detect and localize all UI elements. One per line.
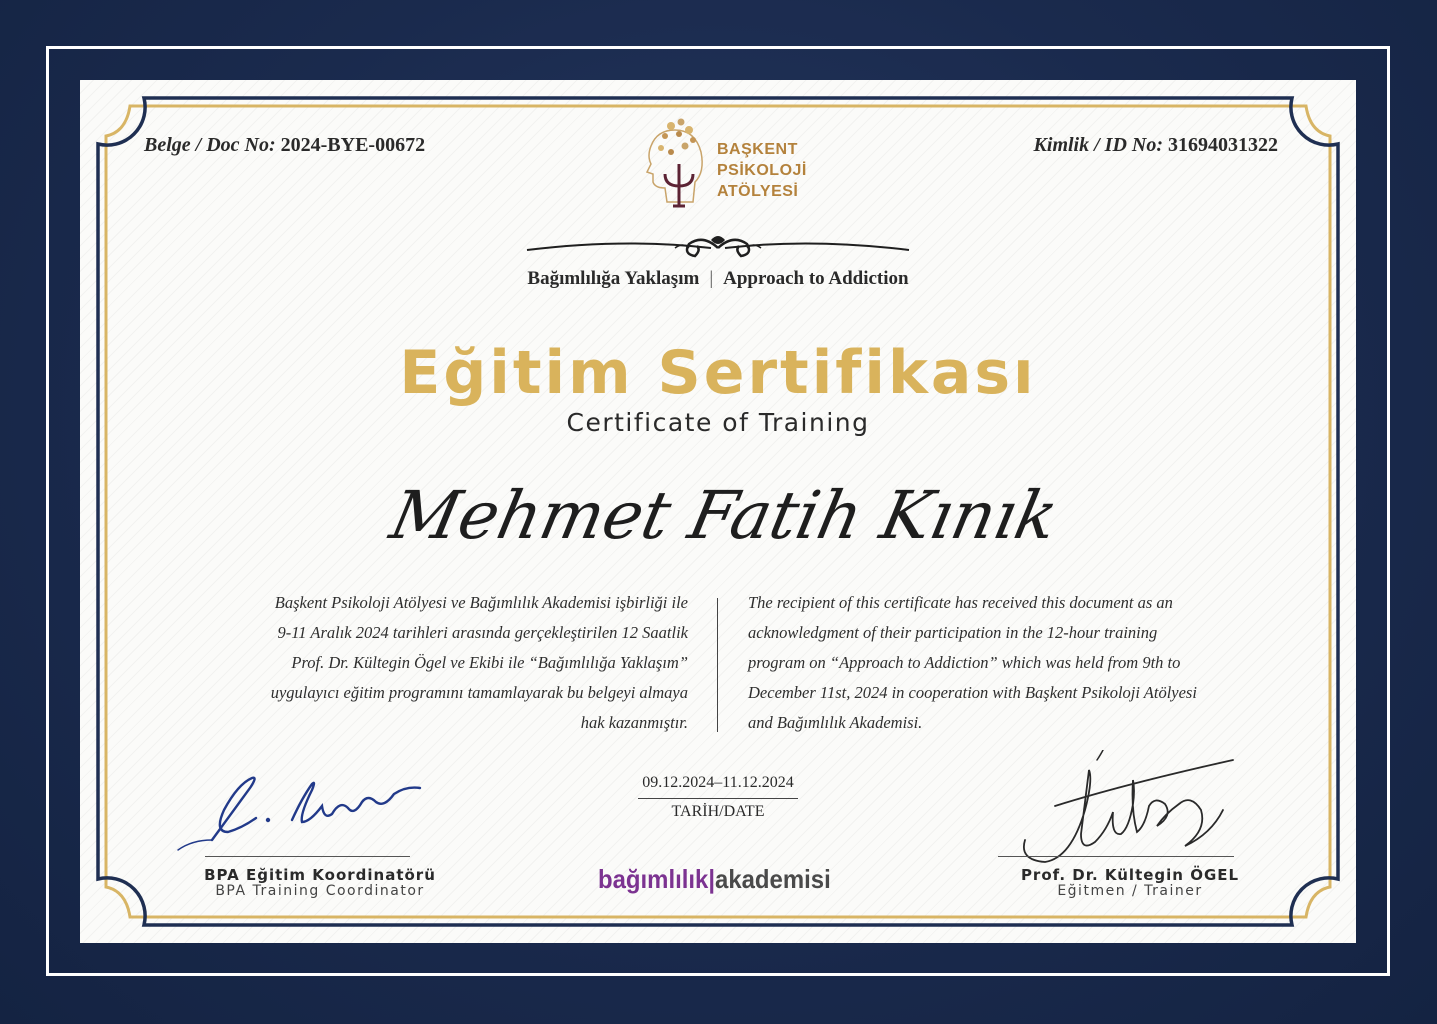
coordinator-signature-line: [205, 856, 410, 857]
body-text-english: [748, 588, 1268, 738]
logo-line-2: PSİKOLOJİ: [717, 162, 807, 179]
coordinator-signature: [172, 770, 452, 854]
logo-line-3: ATÖLYESİ: [717, 183, 799, 200]
coordinator-role-tr: BPA Eğitim Koordinatörü: [204, 866, 436, 884]
bagimlilik-akademisi-logo: [598, 864, 831, 895]
certificate-paper: [80, 80, 1356, 943]
body-divider: [717, 598, 718, 732]
body-tr-line: Prof. Dr. Kültegin Ögel ve Ekibi ile “Bağımlılığa Yaklaşım”: [291, 653, 688, 672]
date-underline: [638, 798, 798, 799]
body-text-turkish: [190, 588, 688, 738]
body-en-line: acknowledgment of their participation in the 12-hour training: [748, 623, 1158, 642]
body-tr-line: 9-11 Aralık 2024 tarihleri arasında gerçekleştirilen 12 Saatlik: [277, 623, 688, 642]
trainer-signature-line: [998, 856, 1234, 857]
body-tr-line: hak kazanmıştır.: [580, 713, 688, 732]
certificate-title: Eğitim Sertifikası: [399, 338, 1037, 408]
body-tr-line: Başkent Psikoloji Atölyesi ve Bağımlılık Akademisi işbirliği ile: [274, 593, 688, 612]
id-number: [1034, 134, 1278, 157]
baskent-psikoloji-logo: [635, 112, 815, 212]
academy-logo-bar: |: [708, 864, 716, 894]
date-value: 09.12.2024–11.12.2024: [642, 774, 794, 791]
recipient-name-text: Mehmet Fatih Kınık: [384, 476, 1065, 554]
date-label: TARİH/DATE: [671, 803, 765, 820]
trainer-signature: [1015, 750, 1245, 870]
body-en-line: December 11st, 2024 in cooperation with Başkent Psikoloji Atölyesi: [748, 683, 1197, 702]
certificate-subtitle: Certificate of Training: [566, 408, 870, 437]
course-title-tr: Bağımlılığa Yaklaşım: [527, 268, 700, 289]
academy-logo-part2: akademisi: [715, 864, 831, 894]
logo-line-1: BAŞKENT: [717, 141, 798, 158]
document-number: [144, 134, 425, 157]
body-tr-line: uygulayıcı eğitim programını tamamlayarak bu belgeyi almaya: [270, 683, 688, 702]
doc-number-value: 2024-BYE-00672: [280, 134, 426, 156]
course-title-en: Approach to Addiction: [723, 268, 909, 289]
id-number-value: 31694031322: [1168, 134, 1278, 156]
course-title: [80, 268, 1356, 290]
academy-logo-part1: bağımlılık: [598, 864, 709, 894]
body-en-line: program on “Approach to Addiction” which was held from 9th to: [748, 653, 1181, 672]
flourish-ornament-icon: [525, 230, 911, 266]
head-tree-psi-logo-icon: [635, 112, 715, 212]
body-en-line: The recipient of this certificate has received this document as an: [748, 593, 1173, 612]
body-en-line: and Bağımlılık Akademisi.: [748, 713, 923, 732]
coordinator-role-en: BPA Training Coordinator: [215, 883, 425, 899]
recipient-name: [370, 460, 1070, 570]
id-number-label: Kimlik / ID No:: [1033, 134, 1163, 156]
doc-number-label: Belge / Doc No:: [144, 134, 276, 156]
trainer-name: Prof. Dr. Kültegin ÖGEL: [1020, 866, 1240, 884]
trainer-role-en: Eğitmen / Trainer: [1057, 883, 1203, 899]
course-title-separator: |: [709, 268, 714, 289]
